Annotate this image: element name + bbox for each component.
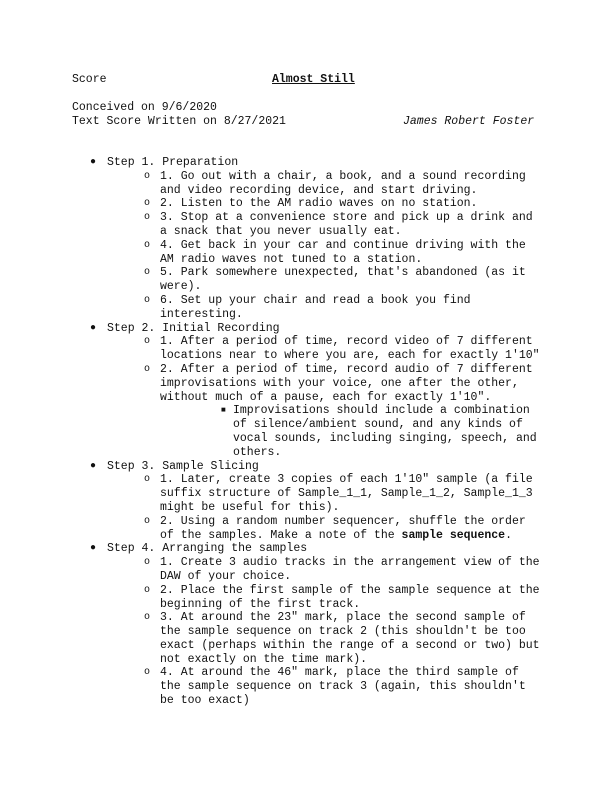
- steps-list: [90, 156, 546, 708]
- circle-bullet-icon: o: [144, 336, 151, 348]
- step-substep: [107, 266, 546, 294]
- step-item: [90, 542, 546, 708]
- written-date: Text Score Written on 8/27/2021: [72, 115, 286, 128]
- step-substep: [107, 335, 546, 363]
- substep-text: 1. Go out with a chair, a book, and a sound recording and video recording device, and start driving.: [160, 169, 526, 197]
- bullet-icon: ●: [90, 543, 97, 555]
- step-label: Step 1. Preparation: [107, 156, 239, 169]
- bullet-icon: ●: [90, 157, 97, 168]
- step-item: [90, 460, 546, 543]
- substep-text: 2. After a period of time, record audio of 7 different improvisations with your voice, one after the other, without much of a pause, each for exactly 1'10".: [160, 362, 533, 404]
- step-item: [90, 322, 546, 460]
- step-substep: [107, 556, 546, 584]
- step-item: [90, 156, 546, 322]
- emphasis-text: sample sequence: [401, 528, 506, 542]
- substep-text: 6. Set up your chair and read a book you find interesting.: [160, 293, 471, 321]
- circle-bullet-icon: o: [144, 584, 151, 596]
- step-substep: [107, 515, 546, 543]
- substep-text: 2. Using a random number sequencer, shuffle the order of the samples. Make a note of the: [160, 514, 526, 542]
- bullet-icon: ●: [90, 322, 97, 334]
- circle-bullet-icon: o: [144, 557, 151, 569]
- step-label: Step 3. Sample Slicing: [107, 459, 259, 473]
- substep-text: 3. At around the 23" mark, place the second sample of the sample sequence on track 2 (this shouldn't be too exact (perhaps within the range of a second or two) but not exactly on the time mark).: [160, 611, 540, 666]
- substep-text: 1. After a period of time, record video of 7 different locations near to where you are, each for exactly 1'10": [160, 335, 540, 363]
- step-substep: [107, 611, 546, 666]
- substep-text-tail: .: [505, 528, 512, 542]
- substep-text: 3. Stop at a convenience store and pick up a drink and a snack that you never usually eat.: [160, 211, 533, 238]
- circle-bullet-icon: o: [144, 612, 151, 624]
- step-substep: [107, 170, 546, 198]
- step-substep: [107, 211, 546, 239]
- substep-text: 1. Later, create 3 copies of each 1'10" sample (a file suffix structure of Sample_1_1, Sample_1_2, Sample_1_3 might be useful for this).: [160, 473, 533, 514]
- conceived-date: Conceived on 9/6/2020: [72, 101, 217, 114]
- step-substep: [107, 239, 546, 267]
- step-substep: [107, 294, 546, 322]
- substep-text: 2. Place the first sample of the sample sequence at the beginning of the first track.: [160, 583, 540, 611]
- step-label: Step 2. Initial Recording: [107, 321, 280, 335]
- step-label: Step 4. Arranging the samples: [107, 542, 308, 556]
- circle-bullet-icon: o: [144, 239, 151, 251]
- note-text: Improvisations should include a combination of silence/ambient sound, and any kinds of vocal sounds, including singing, speech, and others.: [233, 404, 537, 459]
- step-substep: [107, 666, 546, 707]
- circle-bullet-icon: o: [144, 198, 151, 210]
- circle-bullet-icon: o: [144, 667, 151, 679]
- bullet-icon: ●: [90, 460, 97, 472]
- page-title: Almost Still: [272, 73, 355, 86]
- step-substep: [107, 197, 546, 211]
- substep-text: 5. Park somewhere unexpected, that's abandoned (as it were).: [160, 266, 526, 294]
- circle-bullet-icon: o: [144, 212, 151, 224]
- substep-text: 2. Listen to the AM radio waves on no station.: [160, 197, 478, 211]
- substep-text: 4. Get back in your car and continue driving with the AM radio waves not tuned to a station.: [160, 238, 526, 266]
- step-substep: [107, 584, 546, 612]
- substep-text: 4. At around the 46" mark, place the third sample of the sample sequence on track 3 (again, this shouldn't be too exact): [160, 666, 526, 708]
- step-substep: [107, 363, 546, 460]
- circle-bullet-icon: o: [144, 170, 151, 182]
- circle-bullet-icon: o: [144, 267, 151, 279]
- circle-bullet-icon: o: [144, 294, 151, 306]
- substep-text: 1. Create 3 audio tracks in the arrangement view of the DAW of your choice.: [160, 556, 540, 583]
- score-label: Score: [72, 73, 107, 86]
- substep-note: [160, 404, 546, 459]
- author-name: James Robert Foster: [403, 115, 535, 128]
- step-substep: [107, 473, 546, 514]
- square-bullet-icon: ■: [221, 406, 226, 416]
- circle-bullet-icon: o: [144, 474, 151, 486]
- circle-bullet-icon: o: [144, 363, 151, 375]
- circle-bullet-icon: o: [144, 515, 151, 527]
